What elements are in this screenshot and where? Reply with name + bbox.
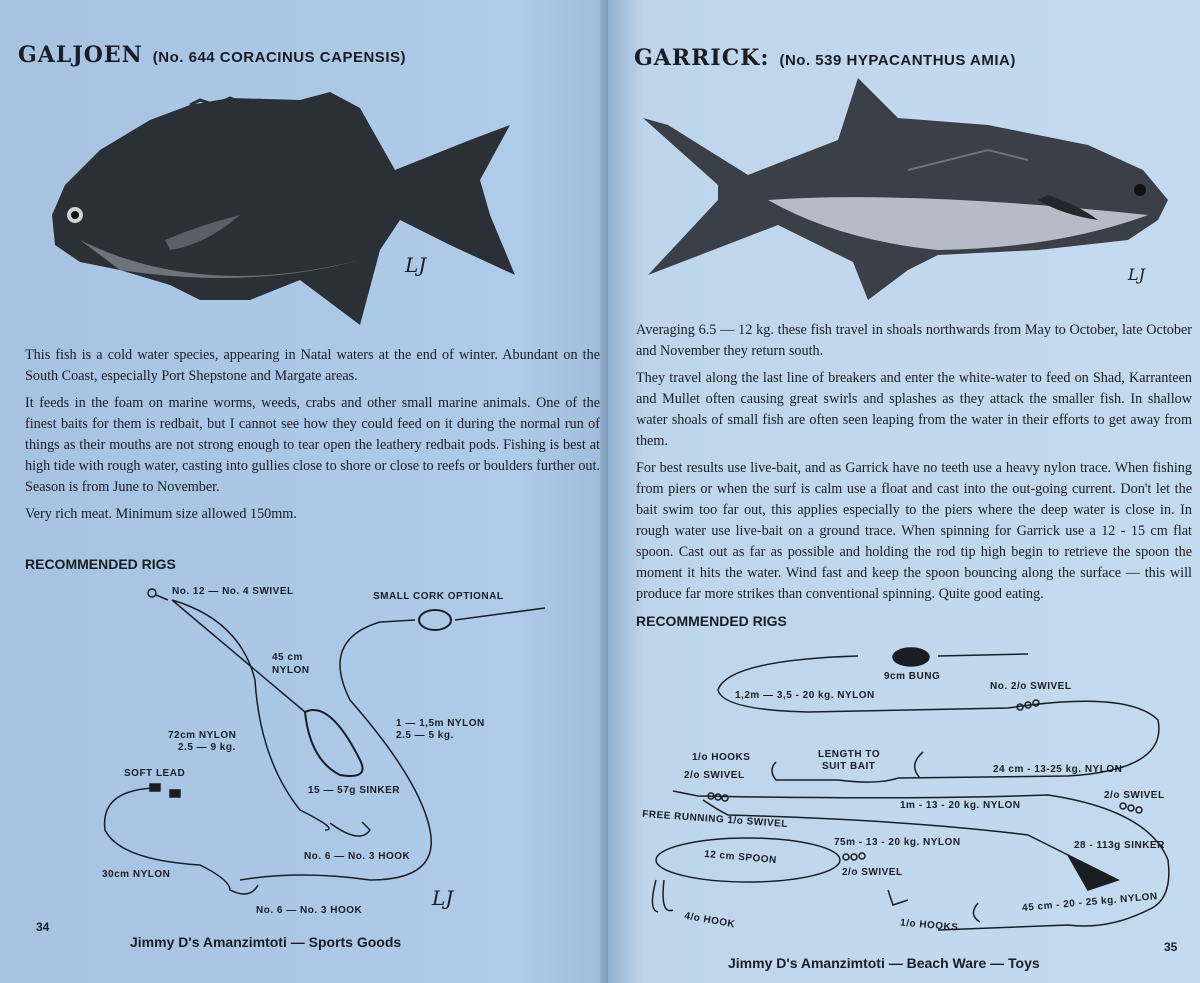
rig-label: SOFT LEAD (124, 768, 186, 779)
garrick-rig-diagram (608, 0, 1200, 983)
rig-label: 1,2m — 3,5 - 20 kg. NYLON (735, 690, 875, 701)
garrick-title: GARRICK: (634, 45, 770, 71)
paragraph: This fish is a cold water species, appearing in Natal waters at the end of winter. Abundant on the South Coast, especially Port Shepstone and Margate areas. (25, 347, 600, 384)
rig-label: 24 cm - 13-25 kg. NYLON (993, 764, 1123, 775)
rig-label: 1m - 13 - 20 kg. NYLON (900, 800, 1021, 811)
rig-label: 2/o SWIVEL (842, 867, 903, 878)
rig-label: 1 — 1,5m NYLON (396, 718, 485, 729)
galjoen-title: GALJOEN (18, 42, 143, 68)
rig-label: NYLON (272, 665, 310, 676)
rig-label: No. 12 — No. 4 SWIVEL (172, 586, 294, 597)
galjoen-subtitle: (No. 644 CORACINUS CAPENSIS) (152, 49, 406, 66)
rig-label: 1/o HOOKS (899, 917, 959, 934)
rig-label: 9cm BUNG (884, 671, 941, 682)
rig-label: No. 6 — No. 3 HOOK (256, 905, 363, 916)
right-page (608, 0, 1200, 983)
artist-mark: LJ (432, 886, 454, 910)
rig-label: 2/o SWIVEL (1104, 790, 1165, 801)
page-number: 34 (36, 920, 50, 934)
rig-label: 30cm NYLON (102, 869, 171, 880)
rig-label: 72cm NYLON (168, 730, 237, 741)
rig-label: 2/o SWIVEL (684, 770, 745, 781)
artist-mark: LJ (1128, 265, 1146, 284)
paragraph: Averaging 6.5 — 12 kg. these fish travel in shoals northwards from May to October, late October and November they return south. (636, 322, 1192, 359)
page-footer: Jimmy D's Amanzimtoti — Beach Ware — Toys (728, 955, 1040, 971)
rig-label: 15 — 57g SINKER (308, 785, 400, 796)
rig-label: No. 2/o SWIVEL (990, 681, 1072, 692)
rig-label: 45 cm - 20 - 25 kg. NYLON (1021, 891, 1159, 914)
rig-label: No. 6 — No. 3 HOOK (304, 851, 411, 862)
rig-label: 2.5 — 9 kg. (178, 742, 236, 753)
rigs-heading: RECOMMENDED RIGS (25, 556, 176, 572)
page-number: 35 (1164, 940, 1178, 954)
rig-label: 4/o HOOK (683, 910, 736, 931)
paragraph: For best results use live-bait, and as Garrick have no teeth use a heavy nylon trace. When fishing from piers or when the surf is calm use a float and cast into the out-going current. Don't let the bait swim too far out, this applies especially to the piers where the deep water is close in. In rough water use live-bait on a ground trace. When spinning for Garrick use a 12 - 15 cm flat spoon. Cast out as far as possible and holding the rod tip high begin to retrieve the spoon the moment it hits the water. Wind fast and keep the spoon bouncing along the surface — this will produce far more strikes than conventional spinning. Quite good eating. (636, 460, 1192, 602)
rig-label: 75m - 13 - 20 kg. NYLON (834, 837, 961, 848)
paragraph: It feeds in the foam on marine worms, weeds, crabs and other small marine animals. One of the finest baits for them is redbait, but I cannot see how they could feed on it during the normal run of things as their mouths are not strong enough to tear open the leathery redbait pods. Fishing is best at high tide with rough water, casting into gullies close to shore or close to reefs or boulders further out. Season is from June to November. (25, 395, 600, 495)
rig-label: 12 cm SPOON (703, 848, 778, 867)
rig-label: 2.5 — 5 kg. (396, 730, 454, 741)
paragraph: They travel along the last line of breakers and enter the white-water to feed on Shad, Karranteen and Mullet often causing great swirls and splashes as they attack the smaller fish. In shallow water shoals of small fish are often seen leaping from the water in their efforts to get away from them. (636, 370, 1192, 449)
rig-label: LENGTH TO (818, 749, 881, 760)
artist-mark: LJ (405, 253, 427, 277)
rig-label: FREE RUNNING 1/o SWIVEL (641, 808, 789, 831)
page-footer: Jimmy D's Amanzimtoti — Sports Goods (130, 934, 402, 950)
rig-label: 1/o HOOKS (692, 752, 751, 763)
garrick-subtitle: (No. 539 HYPACANTHUS AMIA) (779, 52, 1016, 69)
rig-label: SUIT BAIT (822, 761, 876, 772)
rig-label: SMALL CORK OPTIONAL (373, 591, 504, 602)
paragraph: Very rich meat. Minimum size allowed 150mm. (25, 506, 297, 522)
rig-label: 45 cm (272, 652, 303, 663)
rig-label: 28 - 113g SINKER (1074, 840, 1165, 851)
rigs-heading: RECOMMENDED RIGS (636, 613, 787, 629)
